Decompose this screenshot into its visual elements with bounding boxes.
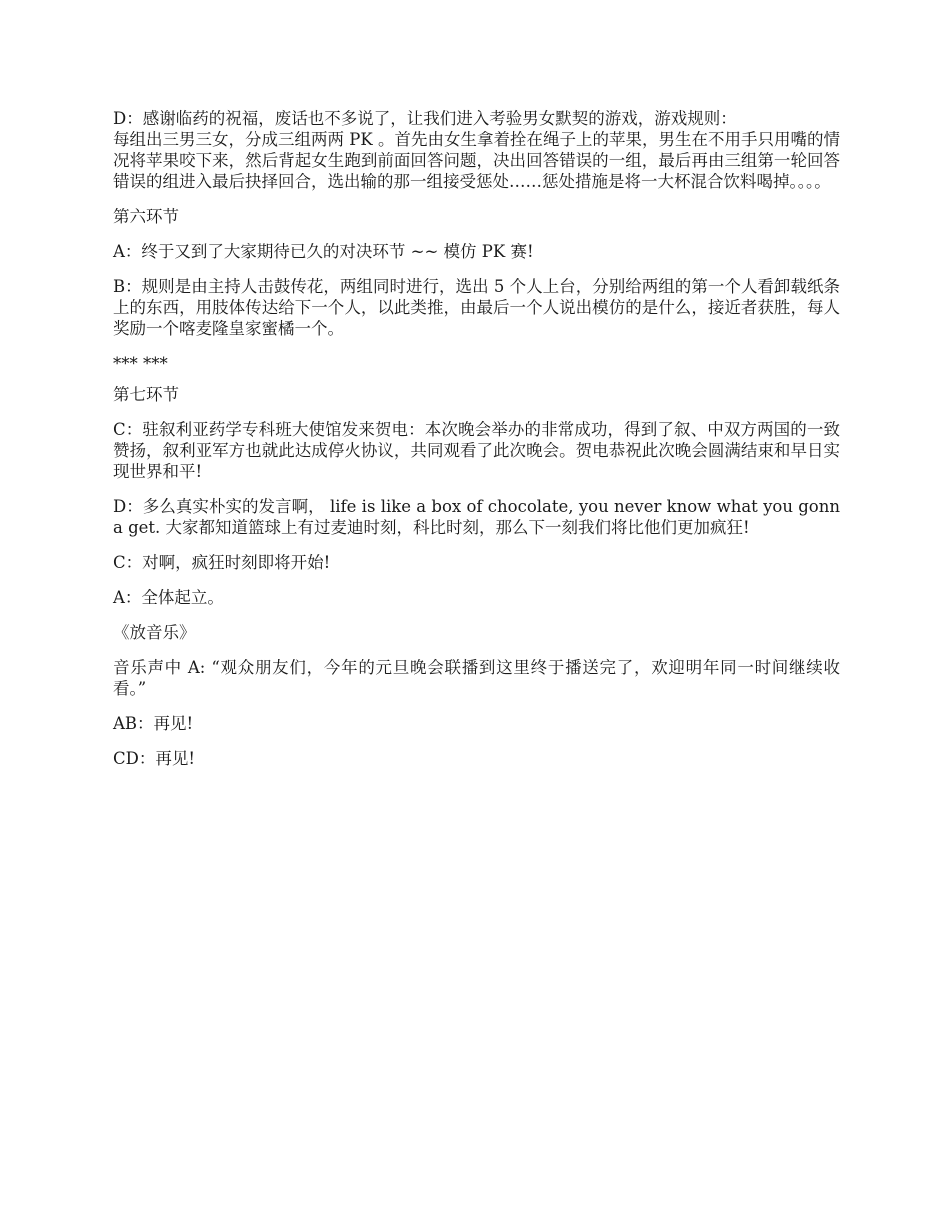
section-heading-6: 第六环节 xyxy=(113,207,179,226)
paragraph-play-music: 《放音乐》 xyxy=(113,623,196,642)
paragraph-host-d-speech: D：多么真实朴实的发言啊， life is like a box of chocolate, you never know what you gonna get. 大家都知道篮球上有过麦迪时刻，科比时刻，那么下一刻我们将比他们更加疯狂! xyxy=(113,497,840,537)
paragraph-ab-goodbye: AB：再见! xyxy=(113,714,194,733)
section-heading-7: 第七环节 xyxy=(113,385,179,404)
paragraph-host-a-stand: A：全体起立。 xyxy=(113,588,224,607)
paragraph-game-rules: D：感谢临药的祝福，废话也不多说了，让我们进入考验男女默契的游戏，游戏规则： 每组出三男三女，分成三组两两 PK 。首先由女生拿着拴在绳子上的苹果，男生在不用手只用嘴的情况将苹果咬下来，然后背起女生跑到前面回答问题，决出回答错误的一组，最后再由三组第一轮回答错误的组进入最后抉择回合，选出输的那一组接受惩处……惩处措施是将一大杯混合饮料喝掉。。。。 xyxy=(113,109,840,191)
paragraph-host-b-rules: B：规则是由主持人击鼓传花，两组同时进行，选出 5 个人上台，分别给两组的第一个人看卸载纸条上的东西，用肢体传达给下一个人，以此类推，由最后一个人说出模仿的是什么，接近者获胜，每人奖励一个喀麦隆皇家蜜橘一个。 xyxy=(113,277,840,338)
paragraph-closing-announcement: 音乐声中 A: “观众朋友们，今年的元旦晚会联播到这里终于播送完了，欢迎明年同一时间继续收看。” xyxy=(113,658,840,698)
paragraph-host-c-crazy: C：对啊，疯狂时刻即将开始! xyxy=(113,553,331,572)
paragraph-host-a-pk: A：终于又到了大家期待已久的对决环节 ~~ 模仿 PK 赛! xyxy=(113,242,534,261)
paragraph-cd-goodbye: CD：再见! xyxy=(113,749,195,768)
paragraph-host-c-message: C：驻叙利亚药学专科班大使馆发来贺电：本次晚会举办的非常成功，得到了叙、中双方两国的一致赞扬，叙利亚军方也就此达成停火协议，共同观看了此次晚会。贺电恭祝此次晚会圆满结束和早日实现世界和平! xyxy=(113,420,840,481)
separator-stars: *** *** xyxy=(113,354,168,373)
document-body xyxy=(113,108,840,783)
